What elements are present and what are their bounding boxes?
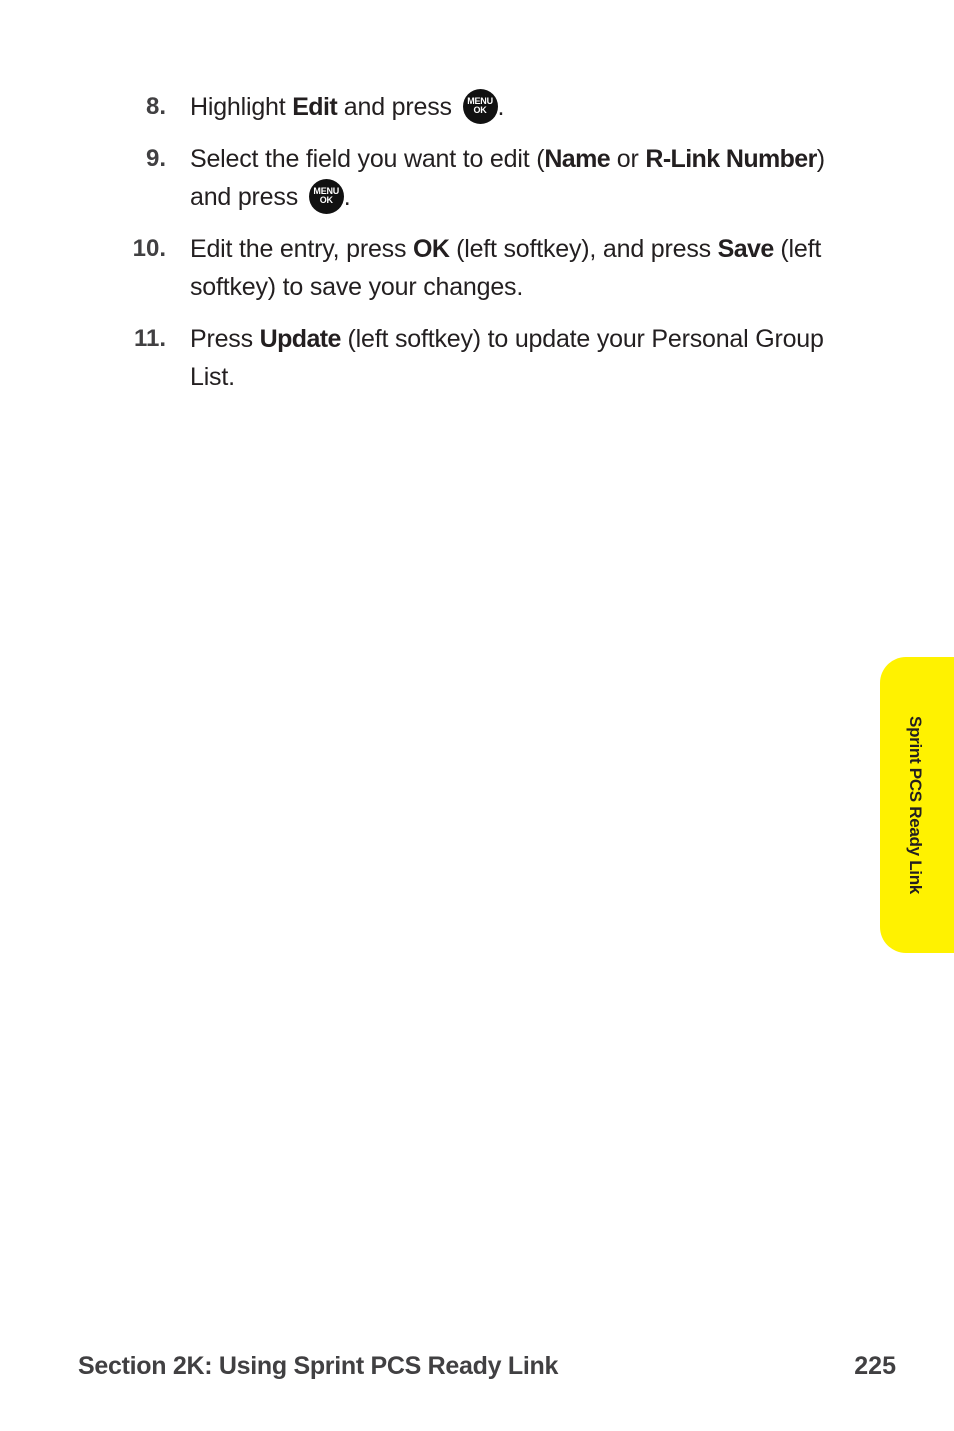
menu-ok-icon-line2: OK bbox=[319, 195, 333, 205]
menu-ok-icon-line2: OK bbox=[473, 105, 487, 115]
menu-ok-icon-line1: MENU bbox=[467, 96, 493, 106]
step-number: 11. bbox=[133, 325, 166, 352]
step-key-label: Edit bbox=[292, 93, 338, 121]
step-text-run: and press bbox=[337, 93, 459, 121]
step-item bbox=[0, 88, 954, 126]
step-text-run: Press bbox=[190, 325, 260, 353]
step-text-run: (left softkey), and press bbox=[449, 235, 718, 263]
step-text-run: Highlight bbox=[190, 93, 293, 121]
step-item bbox=[0, 230, 954, 306]
step-key-label: OK bbox=[413, 235, 450, 263]
step-number: 9. bbox=[145, 145, 166, 172]
step-text-run: Edit the entry, press bbox=[190, 235, 414, 263]
step-text-run: ) and press bbox=[190, 145, 825, 211]
step-text-run: Select the field you want to edit ( bbox=[190, 145, 545, 173]
menu-ok-icon-line1: MENU bbox=[313, 186, 340, 196]
step-text-run: . bbox=[497, 93, 505, 121]
page-number: 225 bbox=[854, 1352, 896, 1380]
step-key-label: Save bbox=[717, 235, 774, 263]
page-footer bbox=[78, 1346, 898, 1386]
section-tab-label: Sprint PCS Ready Link bbox=[906, 716, 925, 894]
step-text-run: (left softkey) to update your Personal Group List. bbox=[190, 325, 824, 391]
step-item bbox=[0, 320, 954, 396]
step-text-run: (left softkey) to save your changes. bbox=[190, 235, 822, 301]
step-text bbox=[190, 320, 840, 396]
step-number: 10. bbox=[132, 235, 166, 262]
step-text bbox=[190, 230, 840, 306]
menu-ok-key-icon bbox=[309, 179, 344, 214]
step-text bbox=[190, 140, 840, 216]
instruction-steps bbox=[0, 88, 954, 410]
step-key-label: Update bbox=[259, 325, 341, 353]
step-key-label: R-Link Number bbox=[645, 145, 817, 173]
step-text bbox=[190, 88, 840, 126]
step-number: 8. bbox=[145, 93, 166, 120]
menu-ok-key-icon bbox=[463, 89, 498, 124]
step-text-run: or bbox=[610, 145, 646, 173]
step-text-run: . bbox=[343, 183, 351, 211]
step-item bbox=[0, 140, 954, 216]
step-key-label: Name bbox=[544, 145, 611, 173]
footer-section-title: Section 2K: Using Sprint PCS Ready Link bbox=[78, 1352, 559, 1380]
